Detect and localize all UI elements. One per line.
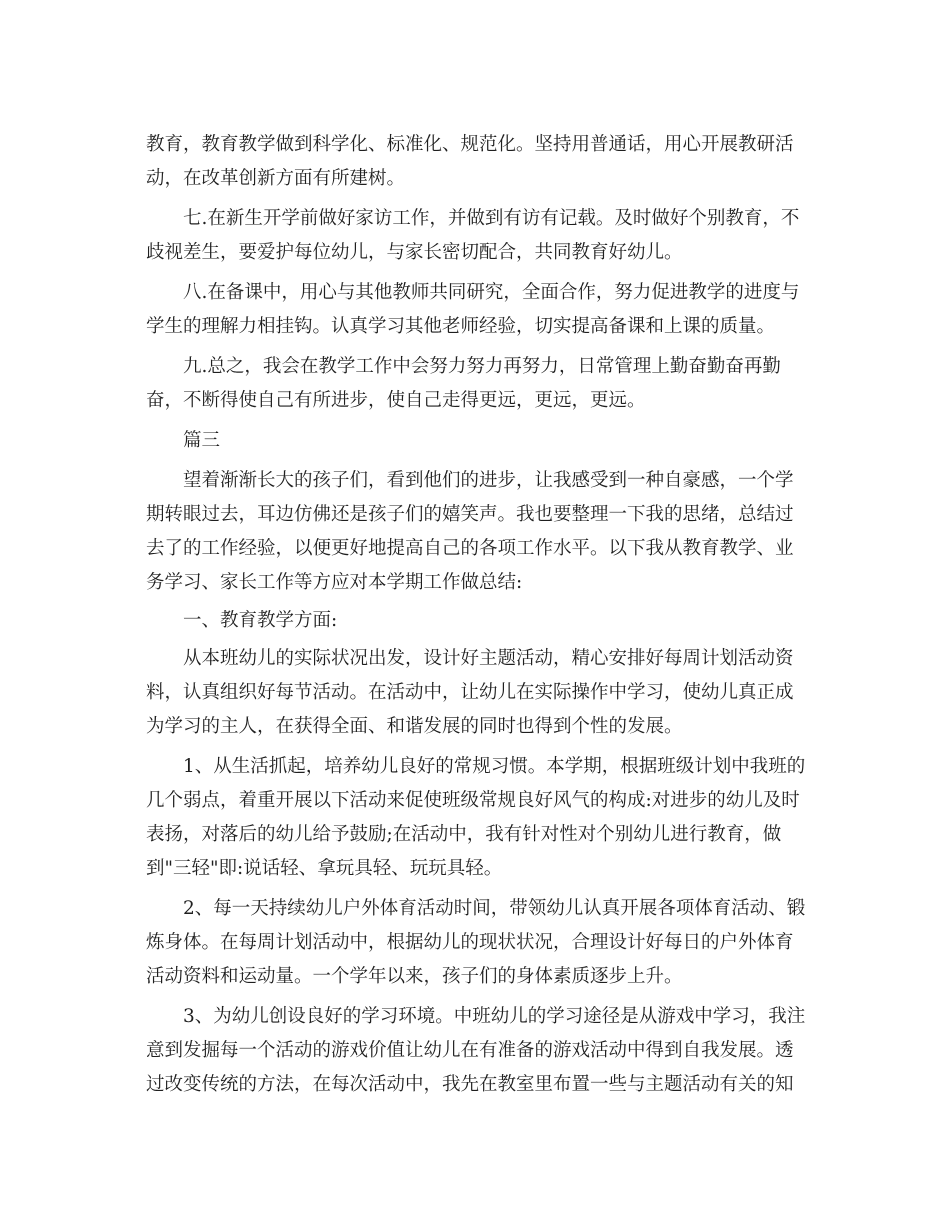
text-line: 七.在新生开学前做好家访工作，并做到有访有记载。及时做好个别教育，不 <box>183 208 800 229</box>
paragraph-theme-activities <box>146 642 806 744</box>
text-line: 望着渐渐长大的孩子们，看到他们的进步，让我感受到一种自豪感，一个学 <box>183 470 794 491</box>
paragraph-opening <box>146 464 806 600</box>
text-line: 1、从生活抓起，培养幼儿良好的常规习惯。本学期，根据班级计划中我班的 <box>183 756 806 777</box>
paragraph-intro-continuation <box>146 128 806 196</box>
paragraph-item-8 <box>146 276 806 344</box>
text-line: 去了的工作经验，以便更好地提高自己的各项工作水平。以下我从教育教学、业 <box>146 538 794 559</box>
text-line: 学生的理解力相挂钩。认真学习其他老师经验，切实提高备课和上课的质量。 <box>146 316 776 337</box>
paragraph-point-1 <box>146 750 806 886</box>
text-line: 动，在改革创新方面有所建树。 <box>146 168 406 189</box>
text-line: 九.总之，我会在教学工作中会努力努力再努力，日常管理上勤奋勤奋再勤 <box>183 356 781 377</box>
text-line: 2、每一天持续幼儿户外体育活动时间，带领幼儿认真开展各项体育活动、锻 <box>183 898 806 919</box>
text-line: 从本班幼儿的实际状况出发，设计好主题活动，精心安排好每周计划活动资 <box>183 648 794 669</box>
text-line: 一、教育教学方面: <box>183 610 338 631</box>
paragraph-point-2 <box>146 892 806 994</box>
text-line: 奋，不断得使自己有所进步，使自己走得更远，更远，更远。 <box>146 390 646 411</box>
subheading-education <box>146 604 806 638</box>
paragraph-item-9 <box>146 350 806 418</box>
section-title: 篇三 <box>183 430 221 451</box>
text-line: 歧视差生，要爱护每位幼儿，与家长密切配合，共同教育好幼儿。 <box>146 242 683 263</box>
text-line: 八.在备课中，用心与其他教师共同研究，全面合作，努力促进教学的进度与 <box>183 282 800 303</box>
section-heading <box>146 424 806 458</box>
document-body <box>146 128 806 1102</box>
paragraph-point-3 <box>146 1000 806 1102</box>
text-line: 务学习、家长工作等方应对本学期工作做总结: <box>146 572 523 593</box>
text-line: 为学习的主人，在获得全面、和谐发展的同时也得到个性的发展。 <box>146 716 683 737</box>
text-line: 炼身体。在每周计划活动中，根据幼儿的现状状况，合理设计好每日的户外体育 <box>146 932 794 953</box>
text-line: 料，认真组织好每节活动。在活动中，让幼儿在实际操作中学习，使幼儿真正成 <box>146 682 794 703</box>
paragraph-item-7 <box>146 202 806 270</box>
text-line: 教育，教育教学做到科学化、标准化、规范化。坚持用普通话，用心开展教研活 <box>146 134 794 155</box>
text-line: 3、为幼儿创设良好的学习环境。中班幼儿的学习途径是从游戏中学习，我注 <box>183 1006 806 1027</box>
text-line: 期转眼过去，耳边仿佛还是孩子们的嬉笑声。我也要整理一下我的思绪，总结过 <box>146 504 794 525</box>
text-line: 表扬，对落后的幼儿给予鼓励;在活动中，我有针对性对个别幼儿进行教育，做 <box>146 824 782 845</box>
text-line: 意到发掘每一个活动的游戏价值让幼儿在有准备的游戏活动中得到自我发展。透 <box>146 1040 794 1061</box>
text-line: 几个弱点，着重开展以下活动来促使班级常规良好风气的构成:对进步的幼儿及时 <box>146 790 800 811</box>
text-line: 活动资料和运动量。一个学年以来，孩子们的身体素质逐步上升。 <box>146 966 683 987</box>
text-line: 到"三轻"即:说话轻、拿玩具轻、玩玩具轻。 <box>146 858 503 879</box>
text-line: 过改变传统的方法，在每次活动中，我先在教室里布置一些与主题活动有关的知 <box>146 1074 794 1095</box>
